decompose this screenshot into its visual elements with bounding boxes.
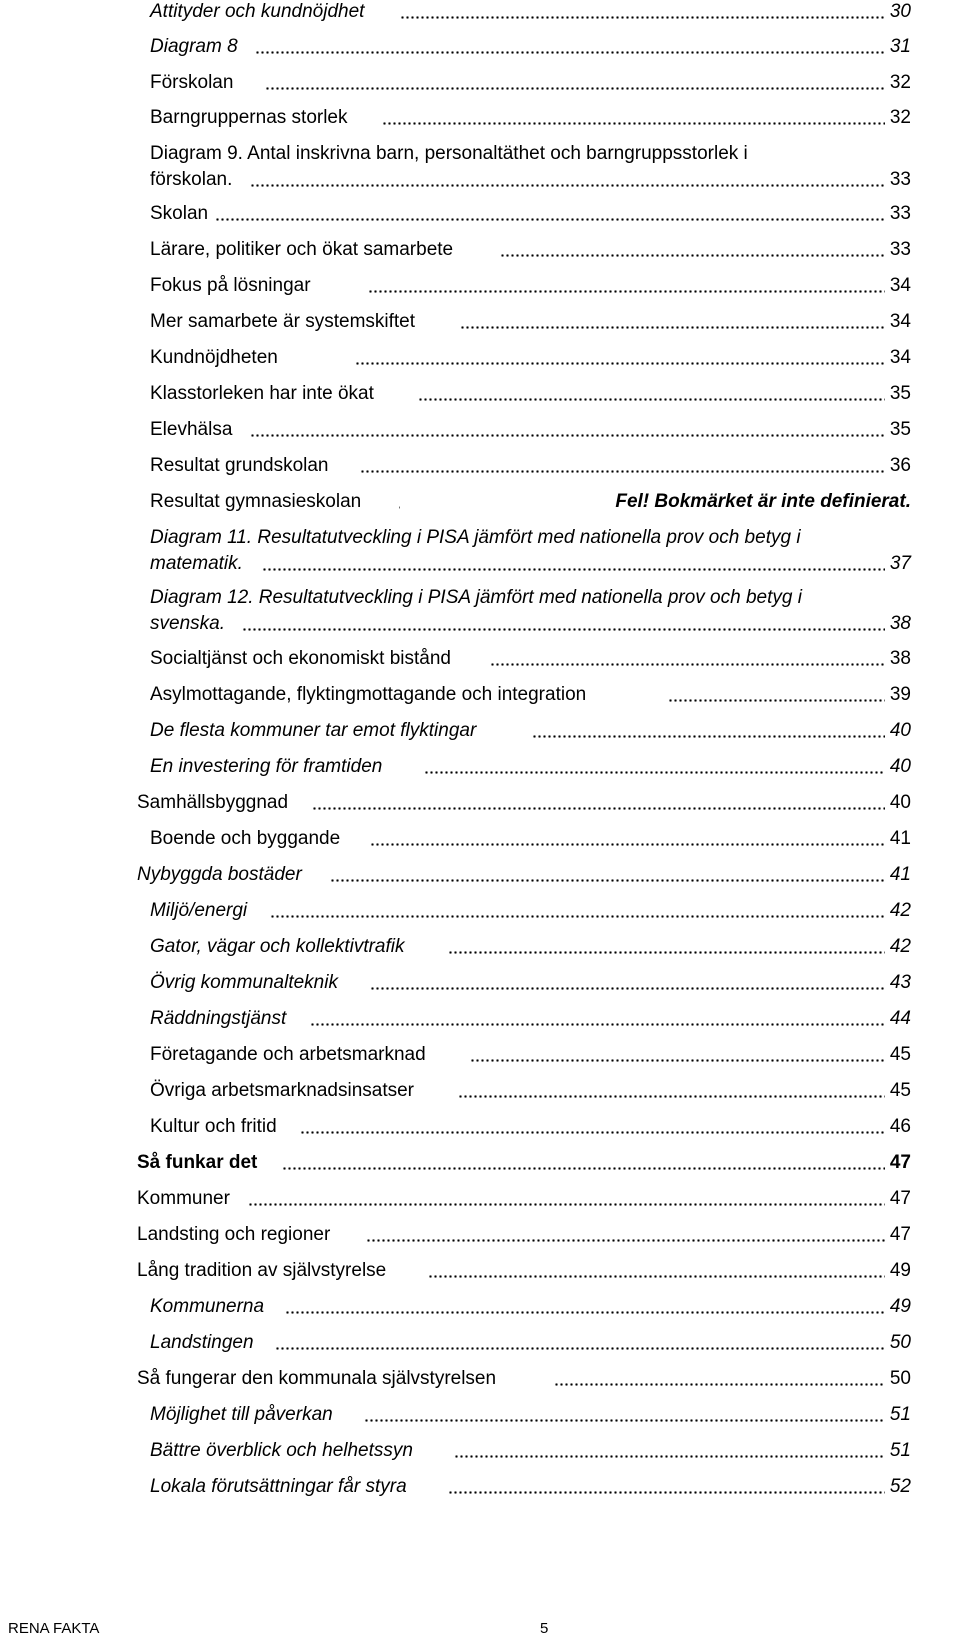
- toc-entry[interactable]: [0, 418, 960, 454]
- toc-entry-label: Diagram 8: [150, 36, 238, 57]
- toc-entry-page: 49: [889, 1296, 911, 1317]
- toc-entry-label: Kundnöjdheten: [150, 347, 278, 368]
- toc-entry-label: Kommuner: [137, 1188, 230, 1209]
- toc-leader-dots: [428, 1272, 885, 1280]
- toc-entry-page: 43: [889, 972, 911, 993]
- toc-leader-dots: [424, 768, 885, 776]
- toc-entry-label: Övriga arbetsmarknadsinsatser: [150, 1080, 414, 1101]
- toc-entry-label: De flesta kommuner tar emot flyktingar: [150, 720, 477, 741]
- toc-leader-dots: [532, 732, 885, 740]
- toc-entry-label: Övrig kommunalteknik: [150, 972, 338, 993]
- toc-entry-label: Diagram 9. Antal inskrivna barn, personaltäthet och barngruppsstorlek i: [150, 143, 748, 164]
- toc-entry[interactable]: [0, 647, 960, 683]
- toc-leader-dots: [448, 1488, 885, 1496]
- toc-leader-dots: [262, 565, 885, 573]
- toc-leader-dots: [364, 1416, 885, 1424]
- toc-entry-page: 32: [889, 72, 911, 93]
- toc-entry[interactable]: [0, 346, 960, 382]
- toc-entry-label: Resultat gymnasieskolan: [150, 491, 362, 512]
- toc-entry[interactable]: [0, 1403, 960, 1439]
- toc-leader-dots: [554, 1380, 885, 1388]
- toc-leader-dots: [275, 1344, 885, 1352]
- toc-entry-page: 38: [889, 613, 911, 634]
- toc-entry[interactable]: [0, 35, 960, 71]
- toc-entry-page: 50: [889, 1332, 911, 1353]
- toc-entry-page: 51: [889, 1404, 911, 1425]
- toc-entry[interactable]: [0, 1151, 960, 1187]
- toc-leader-dots: [418, 395, 885, 403]
- toc-leader-dots: [490, 660, 885, 668]
- toc-entry[interactable]: [0, 1331, 960, 1367]
- toc-leader-dots: [285, 1308, 885, 1316]
- toc-leader-dots: [368, 287, 885, 295]
- toc-entry-page: 31: [889, 36, 911, 57]
- toc-entry-label: Asylmottagande, flyktingmottagande och integration: [150, 684, 587, 705]
- toc-entry[interactable]: [0, 142, 960, 202]
- toc-entry[interactable]: [0, 274, 960, 310]
- toc-entry-page: 46: [889, 1116, 911, 1137]
- toc-entry-label: Barngruppernas storlek: [150, 107, 348, 128]
- toc-entry-page: 47: [889, 1224, 911, 1245]
- toc-entry-page: 33: [889, 239, 911, 260]
- toc-entry[interactable]: [0, 1187, 960, 1223]
- toc-entry[interactable]: [0, 1079, 960, 1115]
- toc-entry-page: 34: [889, 347, 911, 368]
- toc-entry-page: 35: [889, 383, 911, 404]
- toc-entry-label: Elevhälsa: [150, 419, 233, 440]
- toc-leader-dots: [366, 1236, 885, 1244]
- toc-entry-label: Resultat grundskolan: [150, 455, 329, 476]
- toc-entry-page: 47: [889, 1152, 911, 1173]
- toc-entry-label: Skolan: [150, 203, 209, 224]
- toc-entry-label: Attityder och kundnöjdhet: [150, 1, 365, 22]
- toc-entry-label: Kommunerna: [150, 1296, 265, 1317]
- toc-entry[interactable]: [0, 454, 960, 490]
- toc-entry[interactable]: [0, 971, 960, 1007]
- toc-entry[interactable]: [0, 899, 960, 935]
- toc-leader-dots: [312, 804, 885, 812]
- toc-entry-label: Landsting och regioner: [137, 1224, 331, 1245]
- toc-leader-dots: [470, 1056, 885, 1064]
- toc-entry[interactable]: [0, 719, 960, 755]
- toc-entry[interactable]: [0, 490, 960, 526]
- toc-entry-label: Miljö/energi: [150, 900, 248, 921]
- toc-entry-page: 41: [889, 864, 911, 885]
- toc-entry-label: Nybyggda bostäder: [137, 864, 302, 885]
- toc-entry-page: 41: [889, 828, 911, 849]
- toc-entry-label: Kultur och fritid: [150, 1116, 277, 1137]
- toc-entry-page: 49: [889, 1260, 911, 1281]
- toc-entry[interactable]: [0, 683, 960, 719]
- toc-entry-label: Socialtjänst och ekonomiskt bistånd: [150, 648, 451, 669]
- toc-entry-page: 32: [889, 107, 911, 128]
- toc-entry-page: 52: [889, 1476, 911, 1497]
- toc-entry-label-continued: matematik.: [150, 553, 243, 574]
- toc-entry-page: 38: [889, 648, 911, 669]
- toc-leader-dots: [330, 876, 885, 884]
- toc-entry[interactable]: [0, 863, 960, 899]
- toc-leader-dots: [360, 467, 885, 475]
- footer-publication-title: RENA FAKTA: [8, 1620, 100, 1637]
- toc-entry-label: Förskolan: [150, 72, 234, 93]
- toc-entry-label: En investering för framtiden: [150, 756, 383, 777]
- toc-entry-label: Diagram 11. Resultatutveckling i PISA jämfört med nationella prov och betyg i: [150, 527, 801, 548]
- toc-entry-page: 42: [889, 900, 911, 921]
- toc-leader-dots: [282, 1164, 885, 1172]
- toc-entry[interactable]: [0, 310, 960, 346]
- toc-entry[interactable]: [0, 1223, 960, 1259]
- toc-leader-dots: [398, 503, 400, 511]
- toc-entry-label: Mer samarbete är systemskiftet: [150, 311, 416, 332]
- toc-leader-dots: [255, 48, 885, 56]
- toc-leader-dots: [370, 984, 885, 992]
- toc-entry-label: Lång tradition av självstyrelse: [137, 1260, 387, 1281]
- toc-entry[interactable]: [0, 791, 960, 827]
- toc-entry-label: Möjlighet till påverkan: [150, 1404, 333, 1425]
- toc-entry[interactable]: [0, 238, 960, 274]
- toc-entry[interactable]: [0, 71, 960, 107]
- toc-entry-page: 40: [889, 720, 911, 741]
- toc-leader-dots: [270, 912, 885, 920]
- toc-leader-dots: [310, 1020, 885, 1028]
- toc-entry-page: 40: [889, 756, 911, 777]
- toc-leader-dots: [382, 119, 885, 127]
- toc-entry[interactable]: [0, 1367, 960, 1403]
- toc-entry-label: Klasstorleken har inte ökat: [150, 383, 374, 404]
- toc-entry-label: Landstingen: [150, 1332, 254, 1353]
- toc-leader-dots: [248, 1200, 885, 1208]
- toc-entry[interactable]: [0, 526, 960, 586]
- toc-entry[interactable]: [0, 1259, 960, 1295]
- toc-entry-page: 40: [889, 792, 911, 813]
- toc-entry-page: 33: [889, 203, 911, 224]
- toc-leader-dots: [250, 181, 885, 189]
- toc-entry-page: 45: [889, 1080, 911, 1101]
- toc-entry-page: 39: [889, 684, 911, 705]
- toc-leader-dots: [250, 431, 885, 439]
- toc-entry-label: Gator, vägar och kollektivtrafik: [150, 936, 405, 957]
- toc-entry[interactable]: [0, 1439, 960, 1475]
- toc-entry-page: 47: [889, 1188, 911, 1209]
- toc-entry-page: 45: [889, 1044, 911, 1065]
- toc-entry[interactable]: [0, 755, 960, 791]
- toc-entry[interactable]: [0, 935, 960, 971]
- toc-entry-page: 34: [889, 311, 911, 332]
- toc-entry-page: 51: [889, 1440, 911, 1461]
- toc-entry-label: Så funkar det: [137, 1152, 258, 1173]
- toc-leader-dots: [454, 1452, 885, 1460]
- toc-entry-page: 50: [889, 1368, 911, 1389]
- toc-leader-dots: [460, 323, 885, 331]
- toc-leader-dots: [400, 13, 885, 21]
- toc-entry-label-continued: förskolan.: [150, 169, 233, 190]
- toc-entry[interactable]: [0, 586, 960, 646]
- toc-entry[interactable]: [0, 1043, 960, 1079]
- toc-leader-dots: [668, 696, 885, 704]
- footer-page-number: 5: [540, 1620, 549, 1637]
- toc-entry-label: Samhällsbyggnad: [137, 792, 289, 813]
- toc-entry-label: Så fungerar den kommunala självstyrelsen: [137, 1368, 497, 1389]
- toc-entry-page: 34: [889, 275, 911, 296]
- toc-entry-label: Bättre överblick och helhetssyn: [150, 1440, 413, 1461]
- toc-entry-label-continued: svenska.: [150, 613, 225, 634]
- toc-entry[interactable]: [0, 382, 960, 418]
- toc-entry-page: 35: [889, 419, 911, 440]
- toc-leader-dots: [370, 840, 885, 848]
- toc-entry[interactable]: [0, 0, 960, 36]
- toc-entry-label: Diagram 12. Resultatutveckling i PISA jämfört med nationella prov och betyg i: [150, 587, 802, 608]
- toc-entry-page: 33: [889, 169, 911, 190]
- toc-entry[interactable]: [0, 1475, 960, 1511]
- toc-entry[interactable]: [0, 827, 960, 863]
- toc-entry[interactable]: [0, 1115, 960, 1151]
- toc-entry-label: Räddningstjänst: [150, 1008, 287, 1029]
- toc-leader-dots: [355, 359, 885, 367]
- toc-entry-label: Boende och byggande: [150, 828, 341, 849]
- toc-entry[interactable]: [0, 106, 960, 142]
- page-footer: [0, 1620, 960, 1644]
- toc-entry-label: Lokala förutsättningar får styra: [150, 1476, 407, 1497]
- toc-entry-page: 44: [889, 1008, 911, 1029]
- toc-leader-dots: [448, 948, 885, 956]
- toc-leader-dots: [500, 251, 885, 259]
- toc-entry[interactable]: [0, 202, 960, 238]
- toc-entry-page: 37: [889, 553, 911, 574]
- toc-entry-label: Lärare, politiker och ökat samarbete: [150, 239, 454, 260]
- toc-entry[interactable]: [0, 1295, 960, 1331]
- toc-leader-dots: [242, 625, 885, 633]
- toc-leader-dots: [265, 84, 885, 92]
- toc-leader-dots: [215, 215, 885, 223]
- toc-leader-dots: [458, 1092, 885, 1100]
- toc-entry-page: 30: [889, 1, 911, 22]
- toc-entry-label: Företagande och arbetsmarknad: [150, 1044, 426, 1065]
- toc-leader-dots: [300, 1128, 885, 1136]
- toc-entry-page: 36: [889, 455, 911, 476]
- toc-entry-page: 42: [889, 936, 911, 957]
- toc-entry-page-error: Fel! Bokmärket är inte definierat.: [615, 491, 911, 512]
- toc-entry[interactable]: [0, 1007, 960, 1043]
- toc-entry-label: Fokus på lösningar: [150, 275, 311, 296]
